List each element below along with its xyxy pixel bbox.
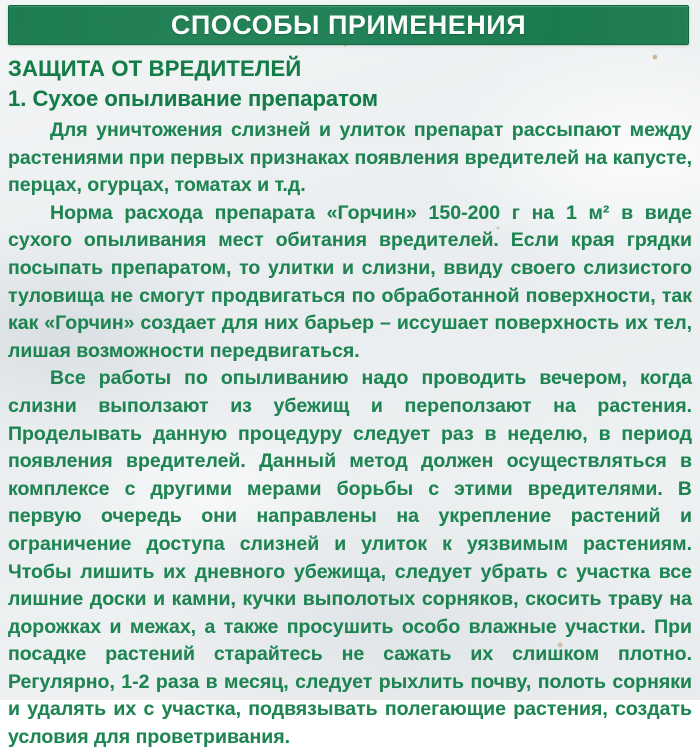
subsection-heading-dry-dusting: 1. Сухое опыливание препаратом	[8, 86, 379, 111]
instructions-text-block	[8, 56, 692, 752]
section-heading-pest-protection: ЗАЩИТА ОТ ВРЕДИТЕЛЕЙ	[8, 56, 302, 81]
paragraph-application-method: Для уничтожения слизней и улиток препарат рассыпают между растениями при первых признаках появления вредителей на капусте, перцах, огурцах, томатах и т.д.	[8, 119, 692, 197]
paragraph-dosage-rate: Норма расхода препарата «Горчин» 150-200 г на 1 м² в виде сухого опыливания мест обитания вредителей. Если края грядки посыпать препаратом, то улитки и слизни, ввиду своего слизистого туловища не смогут продвигаться по обработанной поверхности, так как «Горчин» создает для них барьер – иссушает поверхность их тел, лишая возможности передвигаться.	[8, 201, 692, 362]
section-banner	[8, 5, 689, 45]
banner-title: СПОСОБЫ ПРИМЕНЕНИЯ	[170, 9, 527, 40]
paragraph-timing-and-complementary-measures: Все работы по опыливанию надо проводить вечером, когда слизни выползают из убежищ и переползают на растения. Проделывать данную процедуру следует раз в неделю, в период появления вредителей. Данный метод должен осуществляться в комплексе с другими мерами борьбы с этими вредителями. В первую очередь они направлены на укрепление растений и ограничение доступа слизней и улиток к уязвимым растениям. Чтобы лишить их дневного убежища, следует убрать с участка все лишние доски и камни, кучки выполотых сорняков, скосить траву на дорожках и межах, а также просушить особо влажные участки. При посадке растений старайтесь не сажать их слишком плотно. Регулярно, 1-2 раза в месяц, следует рыхлить почву, полоть сорняки и удалять их с участка, подвязывать полегающие растения, создать условия для проветривания.	[8, 367, 692, 749]
